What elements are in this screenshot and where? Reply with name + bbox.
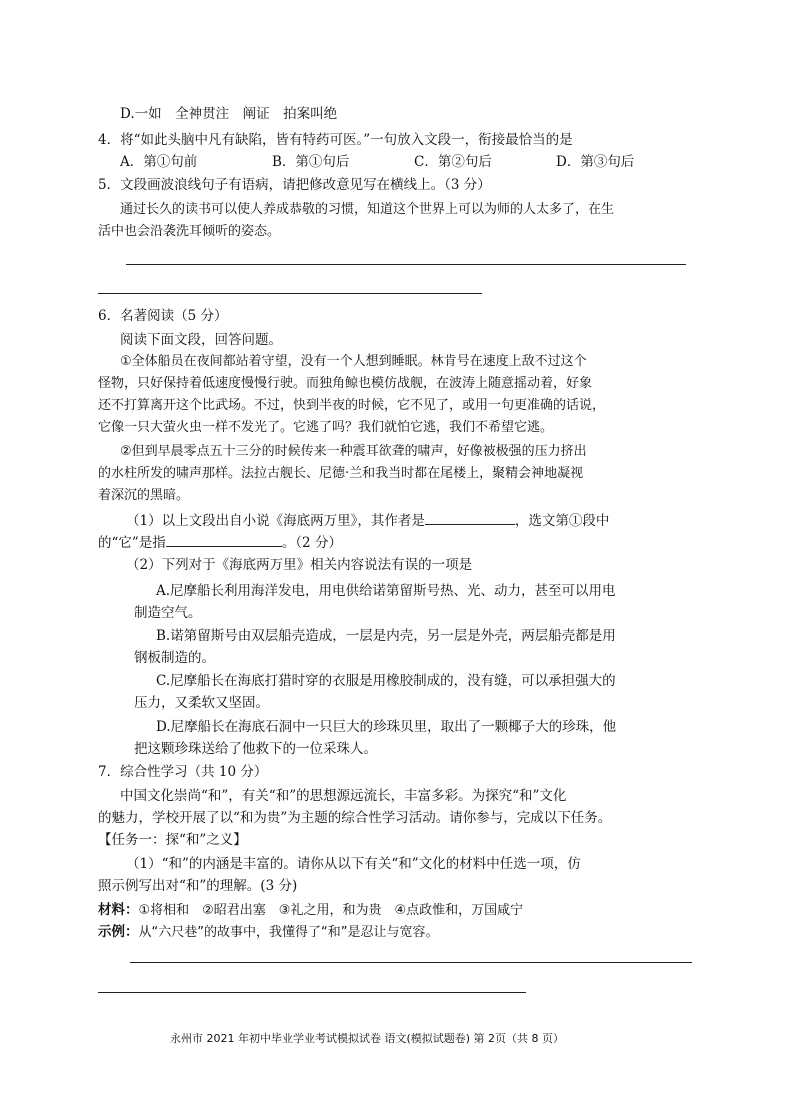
q6-choice-b-line2: 钢板制造的。 [134, 650, 215, 666]
q6-passage-line: ①全体船员在夜间都站着守望，没有一个人想到睡眠。林肯号在速度上敌不过这个 [120, 354, 587, 369]
q6-choice-d-line2: 把这颗珍珠送给了他救下的一位采珠人。 [134, 741, 377, 757]
q3-option-d: D.一如 全神贯注 阐证 拍案叫绝 [120, 106, 338, 122]
q6-choice-c-line2: 压力，又柔软又坚固。 [134, 695, 269, 711]
q6-passage-line: ②但到早晨零点五十三分的时候传来一种震耳欲聋的啸声，好像被极强的压力挤出 [120, 444, 587, 459]
q7-answer-line-1 [130, 962, 692, 963]
q6-sub2: （2）下列对于《海底两万里》相关内容说法有误的一项是 [126, 557, 473, 573]
q5-stem: 5．文段画波浪线句子有语病，请把修改意见写在横线上。（3 分） [98, 177, 491, 193]
q7-material-row [98, 900, 523, 921]
page-footer: 永州市 2021 年初中毕业学业考试模拟试卷 语文(模拟试题卷) 第 2页（共 8 页） [170, 1032, 565, 1045]
q7-title: 7．综合性学习（共 10 分） [98, 764, 268, 780]
q7-intro-line1: 中国文化崇尚“和”，有关“和”的思想源远流长，丰富多彩。为探究“和”文化 [120, 788, 567, 804]
q4-option-c: C．第②句后 [414, 154, 492, 170]
q6-sub1-text-c: 的“它”是指 [98, 535, 166, 551]
q7-intro-line2: 的魅力，学校开展了以“和为贵”为主题的综合性学习活动。请你参与，完成以下任务。 [98, 810, 612, 826]
q6-author-blank[interactable] [425, 510, 515, 525]
q6-passage-line: 的水柱所发的啸声那样。法拉古舰长、尼德·兰和我当时都在尾楼上，聚精会神地凝视 [98, 466, 584, 481]
q7-sub1-line1: （1）“和”的内涵是丰富的。请你从以下有关“和”文化的材料中任选一项，仿 [126, 856, 581, 872]
q4-option-b: B．第①句后 [272, 154, 350, 170]
q7-answer-line-2 [98, 992, 526, 993]
q7-task1-heading: 【任务一：探“和”之义】 [98, 832, 247, 848]
q5-sentence-line2: 活中也会沿袭洗耳倾听的姿态。 [98, 224, 281, 239]
q7-example-row [98, 922, 438, 943]
q7-example-label: 示例： [98, 924, 139, 940]
q7-example-text: 从“六尺巷”的故事中，我懂得了“和”是忍让与宽容。 [138, 925, 439, 940]
q5-sentence-line1: 通过长久的读书可以使人养成恭敬的习惯，知道这个世界上可以为师的人太多了，在生 [120, 202, 615, 217]
q4-stem: 4．将“如此头脑中凡有缺陷，皆有特药可医。”一句放入文段一，衔接最恰当的是 [98, 132, 573, 148]
q6-choice-b-line1: B.诺第留斯号由双层船壳造成，一层是内壳，另一层是外壳，两层船壳都是用 [156, 628, 616, 644]
q6-choice-a-line1: A.尼摩船长利用海洋发电，用电供给诺第留斯号热、光、动力，甚至可以用电 [156, 583, 616, 599]
q6-passage-line: 怪物，只好保持着低速度慢慢行驶。而独角鲸也模仿战舰，在波涛上随意摇动着，好象 [98, 376, 593, 391]
q6-sub1-text-d: 。（2 分） [281, 535, 342, 551]
q6-it-refers-blank[interactable] [166, 532, 282, 547]
q6-passage-line: 它像一只大萤火虫一样不发光了。它逃了吗？我们就怕它逃，我们不希望它逃。 [98, 420, 554, 435]
q6-sub1-line2 [98, 532, 342, 553]
q6-sub1-text-a: （1）以上文段出自小说《海底两万里》，其作者是 [126, 513, 425, 529]
q7-sub1-line2: 照示例写出对“和”的理解。(3 分) [98, 878, 298, 894]
q6-sub1-line1 [126, 510, 609, 531]
q4-option-a: A．第①句前 [120, 154, 198, 170]
q6-instruction: 阅读下面文段，回答问题。 [120, 332, 282, 348]
q6-sub1-text-b: ，选文第①段中 [514, 513, 610, 529]
q7-material-label: 材料： [98, 902, 139, 918]
q4-option-d: D．第③句后 [556, 154, 635, 170]
q5-answer-line-1 [126, 264, 686, 265]
q6-choice-a-line2: 制造空气。 [134, 605, 202, 621]
q5-answer-line-2 [98, 293, 482, 294]
q6-choice-c-line1: C.尼摩船长在海底打猎时穿的衣服是用橡胶制成的，没有缝，可以承担强大的 [156, 673, 616, 689]
q6-passage-line: 着深沉的黑暗。 [98, 488, 190, 503]
q6-choice-d-line1: D.尼摩船长在海底石洞中一只巨大的珍珠贝里，取出了一颗椰子大的珍珠，他 [156, 719, 617, 735]
q7-material-text: ①将相和 ②昭君出塞 ③礼之用，和为贵 ④点政惟和，万国咸宁 [138, 903, 524, 918]
q6-title: 6．名著阅读（5 分） [98, 308, 228, 324]
q6-passage-line: 还不打算离开这个比武场。不过，快到半夜的时候，它不见了，或用一句更准确的话说， [98, 398, 606, 413]
